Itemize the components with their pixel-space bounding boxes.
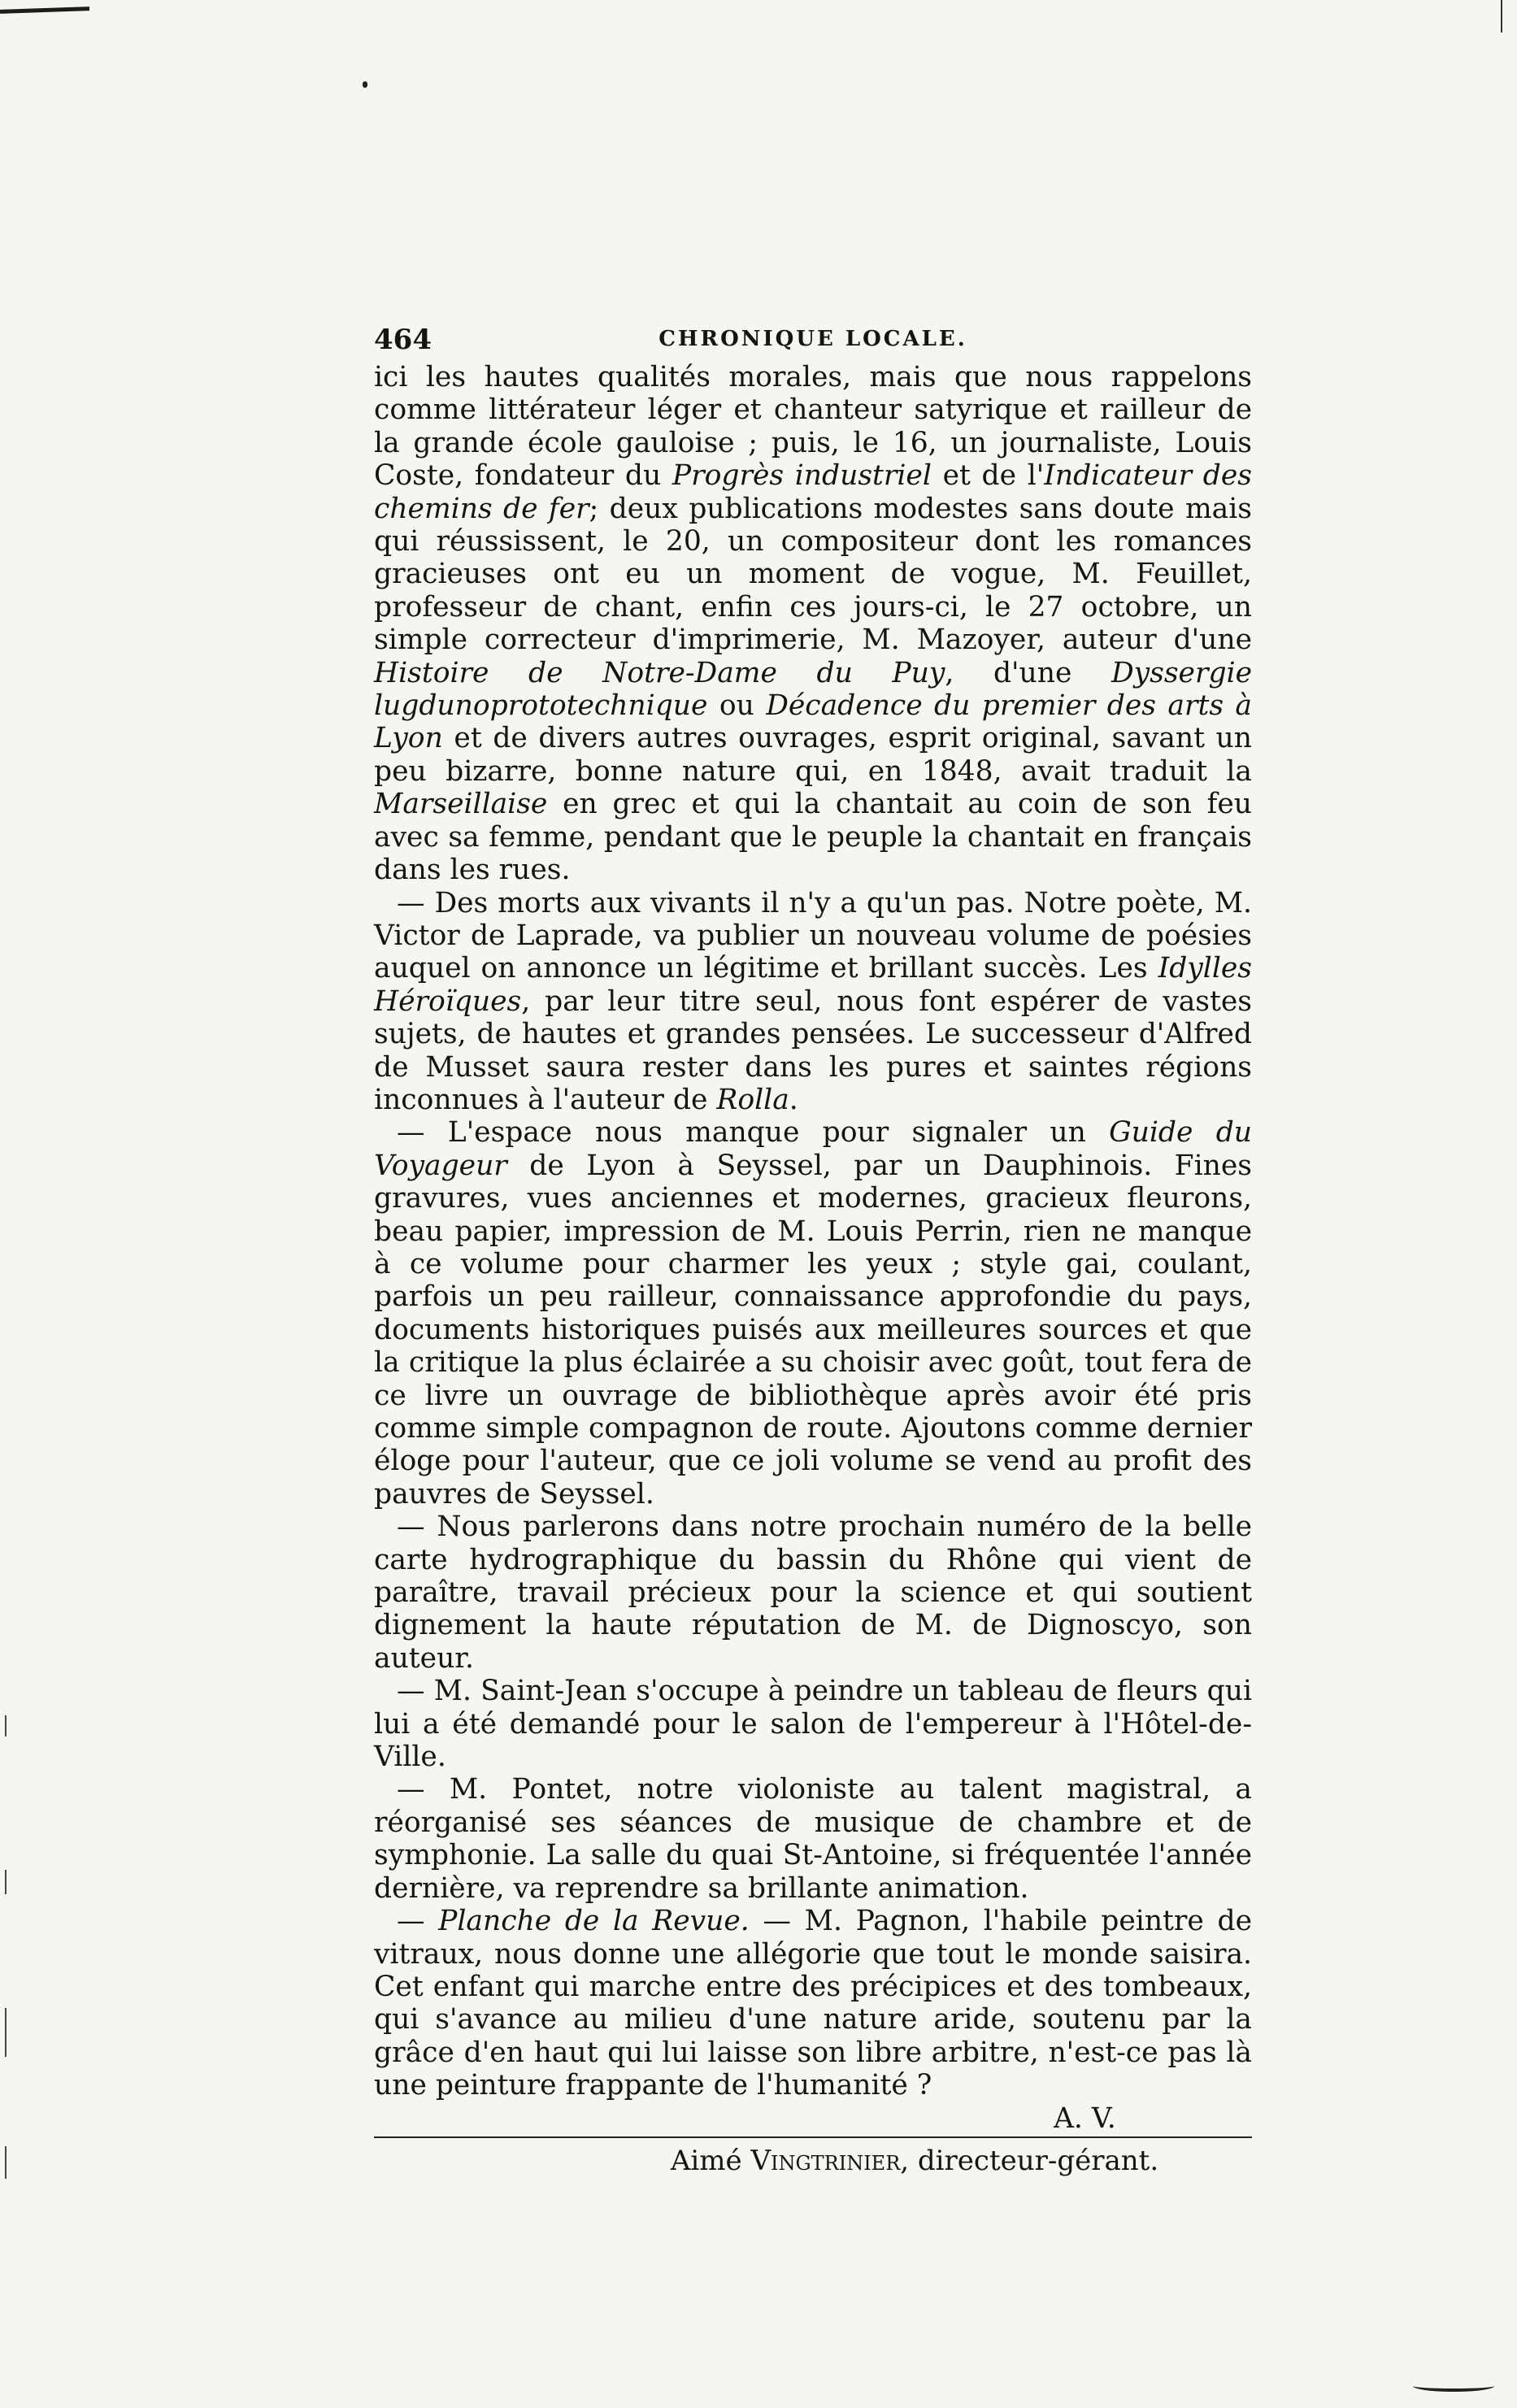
italic-title: Progrès industriel: [672, 459, 932, 493]
text-run: — L'espace nous manque pour signaler un: [397, 1116, 1110, 1150]
running-head: [374, 324, 1252, 361]
text-run: — Des morts aux vivants il n'y a qu'un pas. Notre poète, M. Victor de Laprade, va publier un nouveau volume de poésies auquel on annonce un légitime et brillant succès. Les: [374, 886, 1252, 985]
margin-mark: [5, 2146, 7, 2179]
top-edge-rule: [0, 7, 89, 14]
page-content: [374, 324, 1252, 2179]
article-body: [374, 361, 1252, 2102]
page-number: 464: [374, 324, 432, 356]
paragraph: [374, 361, 1252, 887]
paragraph: [374, 1116, 1252, 1510]
imprint-surname: Vingtrinier: [750, 2144, 901, 2177]
paragraph: [374, 1510, 1252, 1675]
italic-title: Histoire de Notre-Dame du Puy: [374, 656, 945, 689]
italic-title: Idylles Héroïques: [374, 952, 1252, 1018]
italic-title: Rolla: [716, 1083, 789, 1116]
italic-title: Marseillaise: [374, 788, 548, 821]
bottom-flourish: [1413, 2380, 1494, 2392]
margin-mark: [5, 2008, 7, 2057]
paragraph: [374, 887, 1252, 1117]
italic-title: Décadence du premier des arts à Lyon: [374, 689, 1252, 755]
author-initials: A. V.: [1054, 2102, 1116, 2135]
margin-mark: [5, 1870, 7, 1894]
text-run: en grec et qui la chantait au coin de son feu avec sa femme, pendant que le peuple la chantait en français dans les rues.: [374, 788, 1252, 887]
margin-mark: [5, 1715, 7, 1736]
text-run: ; deux publications modestes sans doute mais qui réussissent, le 20, un compositeur dont les romances gracieuses ont eu un moment de vogue, M. Feuillet, professeur de chant, enfin ces jours-ci, le 27 octobre, un simple correcteur d'imprimerie, M. Mazoyer, auteur d'une: [374, 492, 1252, 657]
italic-title: Planche de la Revue.: [438, 1905, 750, 1938]
text-run: —: [397, 1905, 439, 1938]
running-title: CHRONIQUE LOCALE.: [659, 327, 967, 351]
text-run: ou: [707, 689, 767, 723]
text-run: et de l': [931, 459, 1045, 493]
italic-title: Indicateur des chemins de fer: [374, 459, 1252, 525]
text-run: — M. Pontet, notre violoniste au talent magistral, a réorganisé ses séances de musique de chambre et de symphonie. La salle du quai St-Antoine, si fréquentée l'année dernière, va reprendre sa brillante animation.: [374, 1773, 1252, 1905]
paragraph: [374, 1905, 1252, 2102]
text-run: — M. Pagnon, l'habile peintre de vitraux, nous donne une allégorie que tout le monde saisira. Cet enfant qui marche entre des précipices et des tombeaux, qui s'avance au milieu d'une nature aride, soutenu par la grâce d'en haut qui lui laisse son libre arbitre, n'est-ce pas là une peinture frappante de l'humanité ?: [374, 1905, 1252, 2102]
imprint: [374, 2143, 1252, 2179]
paragraph: [374, 1675, 1252, 1773]
text-run: ici les hautes qualités morales, mais que nous rappelons comme littérateur léger et chanteur satyrique et railleur de la grande école gauloise ; puis, le 16, un journaliste, Louis Coste, fondateur du: [374, 361, 1252, 493]
ink-speck: [363, 81, 367, 88]
text-run: de Lyon à Seyssel, par un Dauphinois. Fines gravures, vues anciennes et modernes, gracieux fleurons, beau papier, impression de M. Louis Perrin, rien ne manque à ce volume pour charmer les yeux ; style gai, coulant, parfois un peu railleur, connaissance approfondie du pays, documents historiques puisés aux meilleures sources et que la critique la plus éclairée a su choisir avec goût, tout fera de ce livre un ouvrage de bibliothèque après avoir été pris comme simple compagnon de route. Ajoutons comme dernier éloge pour l'auteur, que ce joli volume se vend au profit des pauvres de Seyssel.: [374, 1149, 1252, 1510]
italic-title: Dyssergie lugdunoprototechnique: [374, 656, 1253, 723]
imprint-role: , directeur-gérant.: [900, 2144, 1159, 2177]
text-run: — M. Saint-Jean s'occupe à peindre un tableau de fleurs qui lui a été demandé pour le salon de l'empereur à l'Hôtel-de-Ville.: [374, 1675, 1252, 1774]
text-run: et de divers autres ouvrages, esprit original, savant un peu bizarre, bonne nature qui, en 1848, avait traduit la: [374, 722, 1252, 788]
signature-line: [374, 2102, 1252, 2135]
page-edge-mark: [1501, 0, 1502, 33]
paragraph: [374, 1773, 1252, 1905]
text-run: .: [789, 1083, 798, 1116]
closing-rule: [374, 2136, 1252, 2138]
text-run: , par leur titre seul, nous font espérer de vastes sujets, de hautes et grandes pensées. Le successeur d'Alfred de Musset saura rester dans les pures et saintes régions inconnues à l'auteur de: [374, 984, 1252, 1116]
italic-title: Guide du Voyageur: [374, 1116, 1252, 1182]
imprint-first-name: Aimé: [670, 2144, 751, 2177]
text-run: — Nous parlerons dans notre prochain numéro de la belle carte hydrographique du bassin du Rhône qui vient de paraître, travail précieux pour la science et qui soutient dignement la haute réputation de M. de Dignoscyo, son auteur.: [374, 1510, 1252, 1675]
text-run: , d'une: [945, 656, 1111, 689]
